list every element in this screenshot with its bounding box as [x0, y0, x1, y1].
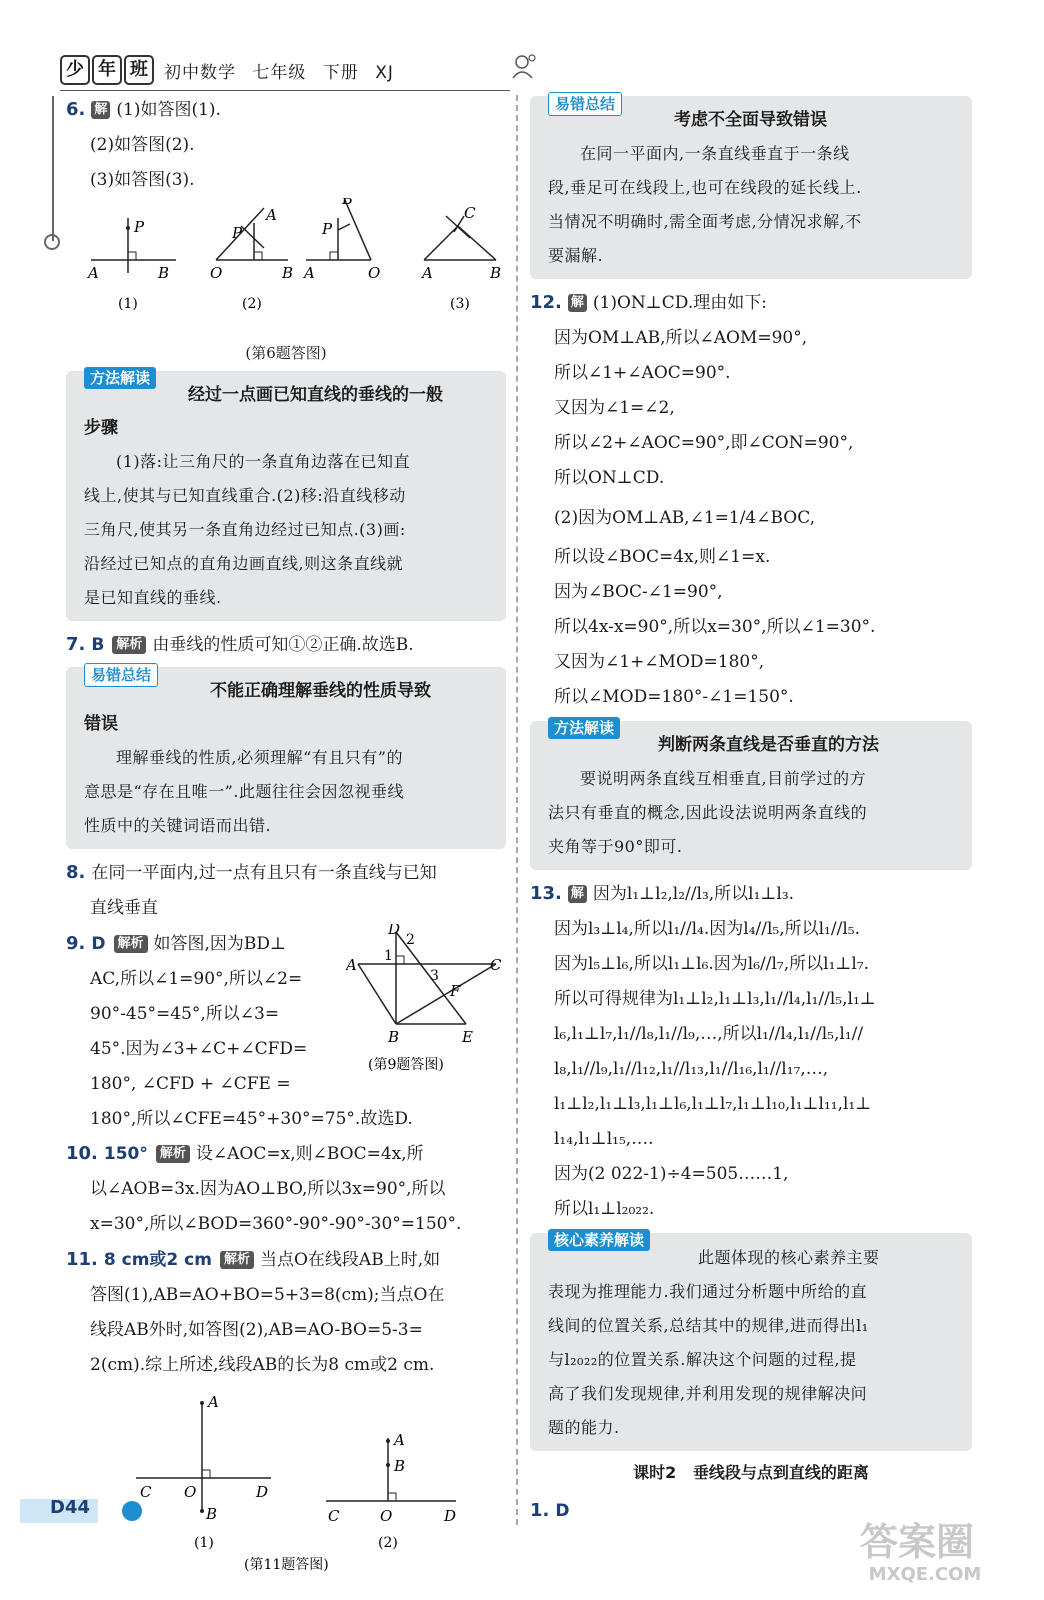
point-label: O [380, 1507, 393, 1525]
question-13 [530, 876, 972, 1227]
answer-text: 由垂线的性质可知①②正确.故选B. [152, 635, 414, 655]
answer-line: 设∠AOC=x,则∠BOC=4x,所 [195, 1144, 424, 1164]
answer-line: 如答图,因为BD⊥ [153, 934, 287, 954]
point-label: C [464, 204, 476, 222]
answer-line: 当点O在线段AB上时,如 [259, 1250, 441, 1270]
question-9 [66, 926, 506, 1136]
lesson-heading: 课时2 垂线段与点到直线的距离 [633, 1463, 869, 1482]
core-body-line: 此题体现的核心素养主要 [698, 1248, 880, 1267]
answer-value: B [91, 635, 105, 655]
question-11 [66, 1242, 506, 1586]
method-body-line: 要说明两条直线互相垂直,目前学过的方 [580, 769, 867, 788]
logo [60, 55, 154, 85]
answer-value: 150° [103, 1144, 148, 1164]
answer-value: D [91, 934, 106, 954]
point-label: A [266, 206, 277, 224]
answer-line: 所以∠1+∠AOC=90°. [554, 363, 731, 383]
left-column [66, 92, 506, 1586]
logo-char: 班 [124, 55, 154, 85]
method-title: 经过一点画已知直线的垂线的一般 [188, 385, 443, 405]
point-label: C [490, 956, 502, 974]
error-title-cont: 错误 [84, 714, 118, 734]
logo-char: 年 [92, 55, 122, 85]
point-label: P [322, 220, 333, 238]
answer-line: 以∠AOB=3x.因为AO⊥BO,所以3x=90°,所以 [90, 1179, 446, 1199]
point-label: E [462, 1028, 473, 1046]
error-box [66, 667, 506, 849]
method-body-line: 夹角等于90°即可. [548, 837, 683, 856]
method-body-line: 沿经过已知点的直角边画直线,则这条直线就 [84, 554, 404, 573]
point-label: D [388, 924, 401, 938]
figure-caption: (第11题答图) [244, 1557, 329, 1573]
answer-value: D [555, 1501, 570, 1521]
point-label: B [388, 1028, 400, 1046]
analysis-tag: 解析 [220, 1251, 254, 1269]
question-10 [66, 1136, 506, 1242]
globe-icon [122, 1501, 142, 1521]
point-label: C [140, 1483, 152, 1501]
method-body-line: 三角尺,使其另一条直角边经过已知点.(3)画: [84, 520, 406, 539]
figure-label: (3) [450, 296, 470, 312]
question-number: 1. [530, 1500, 550, 1521]
answer-line: 因为(2 022-1)÷4=505……1, [554, 1164, 789, 1184]
point-label: A [346, 956, 357, 974]
q9-figure [346, 924, 506, 1074]
binder-ring-icon [44, 234, 60, 250]
answer-line: l₁₄,l₁⊥l₁₅,…. [554, 1129, 654, 1149]
analysis-tag: 解析 [112, 636, 146, 654]
question-number: 12. [530, 292, 562, 313]
answer-line: l₈,l₁//l₉,l₁//l₁₂,l₁//l₁₃,l₁//l₁₆,l₁//l₁₇,…, [554, 1059, 829, 1079]
watermark-url: MXQE.COM [868, 1564, 982, 1585]
figure-label: (2) [242, 296, 262, 312]
book-subtitle: 初中数学 七年级 下册 XJ [164, 62, 394, 83]
method-tag: 方法解读 [548, 717, 620, 739]
error-body-line: 意思是“存在且唯一”.此题往往会因忽视垂线 [84, 782, 404, 801]
answer-line: 2(cm).综上所述,线段AB的长为8 cm或2 cm. [90, 1355, 435, 1375]
answer-line: 所以ON⊥CD. [554, 468, 665, 488]
point-label: B [490, 264, 502, 282]
method-title: 判断两条直线是否垂直的方法 [658, 735, 879, 755]
answer-line: 因为l₅⊥l₆,所以l₁⊥l₆.因为l₆//l₇,所以l₁⊥l₇. [554, 954, 870, 974]
figure-label: (1) [194, 1535, 214, 1551]
method-box [66, 371, 506, 621]
figure-label: (1) [118, 296, 138, 312]
answer-line: 所以∠2+∠AOC=90°,即∠CON=90°, [554, 433, 854, 453]
answer-line: 所以4x-x=90°,所以x=30°,所以∠1=30°. [554, 617, 876, 637]
question-6 [66, 92, 506, 365]
answer-line: 180°,所以∠CFE=45°+30°=75°.故选D. [90, 1109, 413, 1129]
answer-line: 因为OM⊥AB,所以∠AOM=90°, [554, 328, 808, 348]
answer-line: 因为∠BOC-∠1=90°, [554, 582, 723, 602]
point-label: B [342, 198, 354, 208]
solution-tag: 解 [568, 885, 587, 903]
question-12 [530, 285, 972, 715]
q6-figure [66, 198, 506, 328]
error-body-line: 性质中的关键词语而出错. [84, 816, 272, 835]
point-label: O [184, 1483, 197, 1501]
answer-line: 所以设∠BOC=4x,则∠1=x. [554, 547, 771, 567]
angle-label: 3 [430, 968, 439, 984]
solution-tag: 解 [91, 101, 110, 119]
method-body-line: 是已知直线的垂线. [84, 588, 222, 607]
answer-line: l₆,l₁⊥l₇,l₁//l₈,l₁//l₉,…,所以l₁//l₄,l₁//l₅,l₁// [554, 1024, 864, 1044]
column-divider [516, 95, 518, 1525]
question-number: 9. [66, 933, 86, 954]
page-number-badge [20, 1495, 130, 1525]
answer-line: x=30°,所以∠BOD=360°-90°-90°-30°=150°. [90, 1214, 462, 1234]
error-body-line: 当情况不明确时,需全面考虑,分情况求解,不 [548, 212, 862, 231]
answer-line: 90°-45°=45°,所以∠3= [90, 1004, 280, 1024]
analysis-tag: 解析 [156, 1145, 190, 1163]
page-header [60, 48, 550, 92]
point-label: A [394, 1431, 405, 1449]
method-body-line: (1)落:让三角尺的一条直角边落在已知直 [116, 452, 411, 471]
point-label: A [422, 264, 433, 282]
point-label: D [256, 1483, 269, 1501]
figure-caption: (第9题答图) [368, 1057, 444, 1073]
angle-label: 1 [384, 948, 393, 964]
point-label: A [88, 264, 99, 282]
method-box [530, 721, 972, 870]
answer-line: AC,所以∠1=90°,所以∠2= [90, 969, 303, 989]
question-number: 13. [530, 883, 562, 904]
core-body-line: 与l₂₀₂₂的位置关系.解决这个问题的过程,提 [548, 1350, 857, 1369]
answer-line: 所以可得规律为l₁⊥l₂,l₁⊥l₃,l₁//l₄,l₁//l₅,l₁⊥ [554, 989, 876, 1009]
point-label: B [282, 264, 294, 282]
error-title: 不能正确理解垂线的性质导致 [210, 681, 431, 701]
point-label: P [232, 224, 243, 242]
point-label: O [210, 264, 223, 282]
q11-figure [66, 1383, 506, 1573]
error-tag: 易错总结 [84, 663, 158, 687]
figure-label: (2) [378, 1535, 398, 1551]
logo-char: 少 [60, 55, 90, 85]
point-label: O [368, 264, 381, 282]
question-number: 11. [66, 1249, 98, 1270]
answer-line: (2)因为OM⊥AB,∠1=1/4∠BOC, [554, 508, 816, 528]
mascot-icon [510, 52, 538, 80]
core-literacy-tag: 核心素养解读 [548, 1229, 650, 1251]
question-number: 6. [66, 99, 86, 120]
figure-caption: (第6题答图) [245, 344, 327, 362]
error-body-line: 在同一平面内,一条直线垂直于一条线 [580, 144, 850, 163]
answer-line: 又因为∠1+∠MOD=180°, [554, 652, 765, 672]
point-label: D [444, 1507, 457, 1525]
question-number: 10. [66, 1143, 98, 1164]
core-body-line: 高了我们发现规律,并利用发现的规律解决问 [548, 1384, 868, 1403]
error-body-line: 段,垂足可在线段上,也可在线段的延长线上. [548, 178, 862, 197]
point-label: A [208, 1393, 219, 1411]
answer-value: 8 cm或2 cm [103, 1250, 212, 1270]
solution-tag: 解 [568, 294, 587, 312]
method-body-line: 法只有垂直的概念,因此设法说明两条直线的 [548, 803, 868, 822]
header-rule [60, 90, 510, 91]
answer-line: 因为l₃⊥l₄,所以l₁//l₄.因为l₄//l₅,所以l₁//l₅. [554, 919, 860, 939]
answer-line: 答图(1),AB=AO+BO=5+3=8(cm);当点O在 [90, 1285, 445, 1305]
question-number: 7. [66, 634, 86, 655]
right-column [530, 90, 972, 1529]
core-body-line: 线间的位置关系,总结其中的规律,进而得出l₁ [548, 1316, 869, 1335]
point-label: F [450, 982, 461, 1000]
answer-line: 线段AB外时,如答图(2),AB=AO-BO=5-3= [90, 1320, 423, 1340]
method-tag: 方法解读 [84, 367, 156, 389]
error-body-line: 要漏解. [548, 246, 604, 265]
error-box [530, 96, 972, 279]
answer-line: 所以l₁⊥l₂₀₂₂. [554, 1199, 655, 1219]
q11-figure-2 [326, 1431, 456, 1551]
q6-figure-2 [210, 206, 293, 312]
answer-line: (3)如答图(3). [90, 170, 195, 190]
answer-line: 直线垂直 [90, 898, 158, 918]
point-label: B [158, 264, 170, 282]
answer-line: 在同一平面内,过一点有且只有一条直线与已知 [91, 863, 437, 883]
page-number: D44 [50, 1497, 90, 1518]
answer-line: (1)ON⊥CD.理由如下: [592, 293, 767, 313]
q6-figure-3 [302, 198, 380, 282]
error-body-line: 理解垂线的性质,必须理解“有且只有”的 [116, 748, 403, 767]
watermark [860, 1520, 990, 1590]
point-label: A [304, 264, 315, 282]
answer-line: l₁⊥l₂,l₁⊥l₃,l₁⊥l₆,l₁⊥l₇,l₁⊥l₁₀,l₁⊥l₁₁,l₁⊥ [554, 1094, 872, 1114]
q6-figure-4 [420, 204, 501, 312]
answer-line: (1)如答图(1). [116, 100, 221, 120]
point-label: C [328, 1507, 340, 1525]
error-tag: 易错总结 [548, 92, 622, 116]
point-label: P [134, 218, 145, 236]
answer-line: (2)如答图(2). [90, 135, 195, 155]
core-body-line: 表现为推理能力.我们通过分析题中所给的直 [548, 1282, 868, 1301]
answer-line: 所以∠MOD=180°-∠1=150°. [554, 687, 794, 707]
answer-line: 45°.因为∠3+∠C+∠CFD= [90, 1039, 308, 1059]
answer-line: 又因为∠1=∠2, [554, 398, 675, 418]
method-title-cont: 步骤 [84, 418, 118, 438]
watermark-logo: 答案圈 [860, 1520, 975, 1564]
question-number: 8. [66, 862, 86, 883]
question-7 [66, 627, 506, 663]
method-body-line: 线上,使其与已知直线重合.(2)移:沿直线移动 [84, 486, 406, 505]
core-body-line: 题的能力. [548, 1418, 620, 1437]
angle-label: 2 [406, 932, 415, 948]
error-title: 考虑不全面导致错误 [674, 110, 827, 130]
answer-line: 180°, ∠CFD + ∠CFE = [90, 1074, 291, 1094]
q11-figure-1 [136, 1393, 271, 1551]
analysis-tag: 解析 [114, 935, 148, 953]
point-label: B [206, 1505, 218, 1523]
point-label: B [394, 1457, 406, 1475]
answer-line: 因为l₁⊥l₂,l₂//l₃,所以l₁⊥l₃. [592, 884, 795, 904]
binder-line [52, 96, 54, 241]
q6-figure-1 [86, 218, 176, 312]
question-8 [66, 855, 506, 926]
core-literacy-box [530, 1233, 972, 1451]
